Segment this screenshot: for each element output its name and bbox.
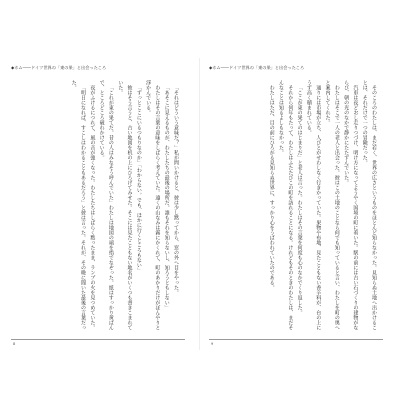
footer-rule (209, 339, 383, 340)
paragraph: 「ここが東の果てのはじまりだ」と老人は言った。わたしはその言葉を何度も心のなかでくり返した。 (296, 85, 303, 315)
footer-rule (11, 339, 185, 340)
left-page (8, 58, 188, 350)
paragraph: 通りには市場が立ち、人びとがせわしなく行きかっていた。果物や布地、見たこともない香辛料が、台の上にうず高く積まれている。 (305, 80, 322, 330)
running-head: ◆ホム――ドイツ世界の「東の果」と出会ったころ (209, 65, 305, 70)
paragraph: 「明日になれば、すこしはわかることもあるだろう」と彼は言った。それが、その晩に聞いた最後の言葉だった。 (70, 80, 87, 330)
paragraph: 「あそこに見えるものが、わたしたちの最後の場所だ。誰もそれを知らないし、知ろうともしない」 (163, 85, 170, 310)
gutter-divider (199, 58, 200, 350)
paragraph: 夜がふけるにつれて、風の音が強くなった。わたしたちはしばらく黙ったまま、ランプの火を見つめていた。 (89, 85, 96, 330)
paragraph: 汽車は夜どおし走りつづけ、明け方になってようやく国境の町に着いた。駅の前には古い石づくりの建物がならび、朝の光のなかで静かにたたずんでいた。 (343, 80, 359, 330)
right-page (206, 58, 386, 350)
running-head: ◆ホム――ドイツ世界の「東の果」と出会ったころ (11, 65, 107, 70)
body-text (212, 80, 378, 330)
paragraph: 彼はそう言うと、古い地図を机の上にひろげてみせた。そこには見たこともない地名がいくつも書きこまれていた。 (117, 80, 133, 330)
paragraph: 「これが東の果てだ。昔の人はみなそう呼んでいた」わたしは地図の端を指でなぞった。紙はすっかり黄ばんで、ところどころ破れかけている。 (98, 80, 114, 330)
paragraph: わたしはそこで一人の老人と出会った。彼はこの土地のことなら何でも知っていると言い、わたしを町の奥へと案内してくれた。 (324, 80, 340, 330)
body-text (14, 80, 180, 330)
paragraph: そのころのわたしは、まだ若く、世界の広さというものをほとんど知らなかった。見知らぬ土地へ出かけることは、それだけで一つの冒険だった。 (361, 80, 377, 330)
paragraph: それから何年もたって、わたしはふたたびこの町を訪れることになる。けれどもそのときのわたしは、まだそんなことは知るよしもなかった。 (278, 80, 294, 330)
paragraph: わたしはただ、目の前にひろがる見知らぬ世界に、すっかり心をうばわれていたのである。 (268, 85, 275, 290)
paragraph: 「それはどういう意味だ？」私が問いかけると、彼は少し黙ってから、窓の外へ目をやった。 (173, 85, 179, 295)
page-number: 8 (13, 342, 16, 346)
paragraph: 「ずっとここにいるつもりなのか」「わからない。でも、ほかに行くところもない」 (135, 85, 142, 273)
paragraph: わたしはその言葉の意味をしばらく考えていた。遠くの山なみは霧にかくれて、町のあかりだけがぼんやりと浮かんでいる。 (145, 80, 161, 330)
page-number: 9 (211, 342, 214, 346)
